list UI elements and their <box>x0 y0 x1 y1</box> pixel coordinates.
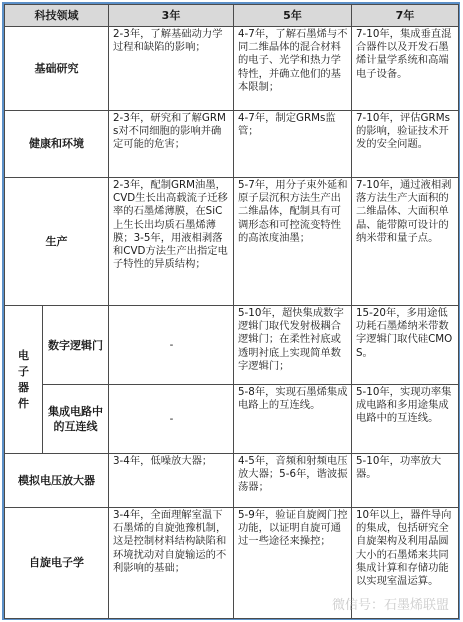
header-5-years: 5年 <box>234 5 352 27</box>
row-health-environment <box>5 111 459 178</box>
field-interconnect: 集成电路中的互连线 <box>43 385 109 454</box>
cell-amplifier-7y: 5-10年，功率放大器。 <box>352 454 459 508</box>
cell-basic-7y: 7-10年，集成垂直混合器件以及开发石墨烯计量学系统和高端电子设备。 <box>352 27 459 111</box>
cell-spintronics-3y: 3-4年，全面理解室温下石墨烯的自旋弛豫机制，这是控制材料结构缺陷和环境扰动对自旋输运的不利影响的基础； <box>109 508 234 619</box>
cell-production-7y: 7-10年，通过液相剥落方法生产大面积的二维晶体、大面积单晶、能带隙可设计的纳米带和量子点。 <box>352 178 459 306</box>
row-basic-research <box>5 27 459 111</box>
cell-digital-3y: - <box>109 306 234 385</box>
cell-health-5y: 4-7年，制定GRMs监管； <box>234 111 352 178</box>
cell-digital-7y: 15-20年，多用途低功耗石墨烯纳米带数字逻辑门取代硅CMOS。 <box>352 306 459 385</box>
row-digital-logic <box>5 306 459 385</box>
cell-spintronics-7y: 10年以上，器件导向的集成，包括研究全自旋架构及利用晶圆大小的石墨烯来共同集成计算和存储功能以实现室温运算。 <box>352 508 459 619</box>
field-production: 生产 <box>5 178 109 306</box>
cell-interconnect-5y: 5-8年，实现石墨烯集成电路上的互连线。 <box>234 385 352 454</box>
cell-interconnect-3y: - <box>109 385 234 454</box>
field-digital-logic: 数字逻辑门 <box>43 306 109 385</box>
cell-production-3y: 2-3年，配制GRM油墨，CVD生长出高载流子迁移率的石墨烯薄膜，在SiC上生长出均质石墨烯薄膜；3-5年，用液相剥落和CVD方法生产出指定电子特性的异质结构； <box>109 178 234 306</box>
field-voltage-amplifier: 模拟电压放大器 <box>5 454 109 508</box>
field-spintronics: 自旋电子学 <box>5 508 109 619</box>
group-electronic-devices-label: 电子器件 <box>18 348 29 410</box>
header-row <box>5 5 459 27</box>
cell-amplifier-5y: 4-5年，音频和射频电压放大器；5-6年，谐波振荡器； <box>234 454 352 508</box>
field-basic-research: 基础研究 <box>5 27 109 111</box>
cell-basic-5y: 4-7年，了解石墨烯与不同二维晶体的混合材料的电子、光学和热力学特性，并确立他们的基本限制； <box>234 27 352 111</box>
cell-digital-5y: 5-10年，超快集成数字逻辑门取代发射极耦合逻辑门；在柔性衬底或透明衬底上实现简单数字逻辑门； <box>234 306 352 385</box>
cell-amplifier-3y: 3-4年，低噪放大器； <box>109 454 234 508</box>
cell-health-7y: 7-10年，评估GRMs的影响，验证技术开发的安全问题。 <box>352 111 459 178</box>
header-3-years: 3年 <box>109 5 234 27</box>
group-electronic-devices <box>5 306 43 454</box>
cell-health-3y: 2-3年，研究和了解GRMs对不同细胞的影响并确定可能的危害； <box>109 111 234 178</box>
roadmap-table <box>4 4 459 619</box>
header-field: 科技领域 <box>5 5 109 27</box>
header-7-years: 7年 <box>352 5 459 27</box>
cell-basic-3y: 2-3年，了解基础动力学过程和缺陷的影响； <box>109 27 234 111</box>
row-interconnect <box>5 385 459 454</box>
row-voltage-amplifier <box>5 454 459 508</box>
row-production <box>5 178 459 306</box>
cell-spintronics-5y: 5-9年，验证自旋阀门控功能，以证明自旋可通过一些途径来操控； <box>234 508 352 619</box>
wechat-watermark: 微信号：石墨烯联盟 <box>331 598 449 613</box>
roadmap-table-frame <box>2 2 460 620</box>
cell-production-5y: 5-7年，用分子束外延和原子层沉积方法生产出二维晶体，配制具有可调形态和可控流变特性的高浓度油墨； <box>234 178 352 306</box>
field-health-environment: 健康和环境 <box>5 111 109 178</box>
cell-interconnect-7y: 5-10年，实现功率集成电路和多用途集成电路中的互连线。 <box>352 385 459 454</box>
